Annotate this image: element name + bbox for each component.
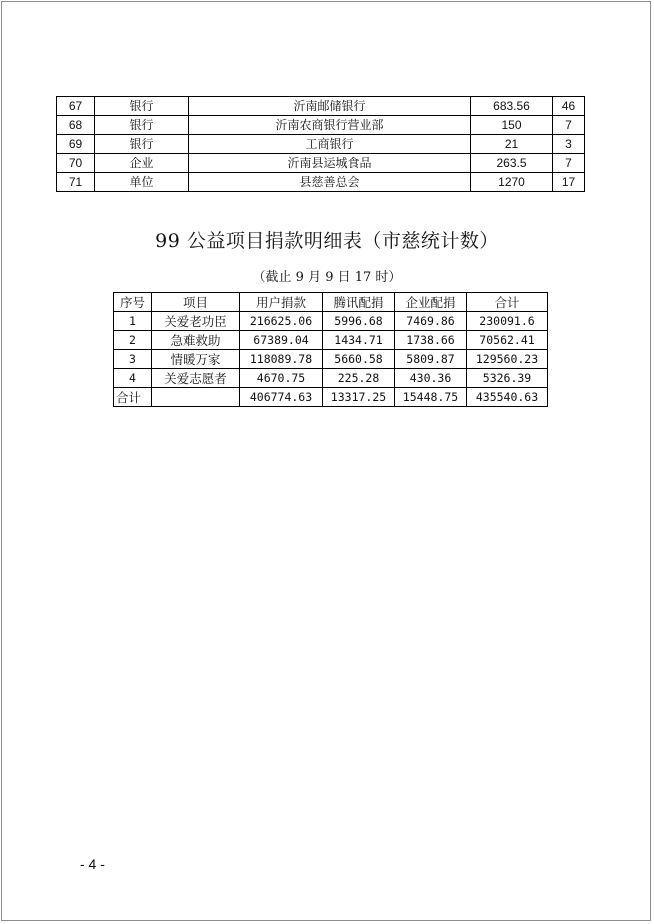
row-total: 230091.6 xyxy=(467,312,548,331)
table-row xyxy=(114,350,548,369)
table-row xyxy=(57,116,585,135)
user-donation: 4670.75 xyxy=(240,369,323,388)
donation-count: 7 xyxy=(553,116,585,135)
donor-name: 沂南农商银行营业部 xyxy=(189,116,471,135)
total-label: 合计 xyxy=(114,388,152,407)
donation-count: 17 xyxy=(553,173,585,192)
table-row xyxy=(114,312,548,331)
table-row xyxy=(57,173,585,192)
header-no: 序号 xyxy=(114,293,152,312)
page-number: - 4 - xyxy=(80,856,105,872)
table-row xyxy=(57,154,585,173)
total-tencent-match: 13317.25 xyxy=(323,388,395,407)
donation-amount: 150 xyxy=(471,116,553,135)
project-name: 急难救助 xyxy=(152,331,240,350)
table-row xyxy=(57,97,585,116)
donation-amount: 21 xyxy=(471,135,553,154)
donation-amount: 1270 xyxy=(471,173,553,192)
project-name: 关爱志愿者 xyxy=(152,369,240,388)
tencent-match: 1434.71 xyxy=(323,331,395,350)
tencent-match: 5996.68 xyxy=(323,312,395,331)
table-row xyxy=(114,369,548,388)
grand-total: 435540.63 xyxy=(467,388,548,407)
header-total: 合计 xyxy=(467,293,548,312)
project-detail-table xyxy=(113,292,548,407)
donor-type: 银行 xyxy=(95,135,189,154)
table-total-row xyxy=(114,388,548,407)
table-header-row xyxy=(114,293,548,312)
donation-amount: 683.56 xyxy=(471,97,553,116)
donor-name: 工商银行 xyxy=(189,135,471,154)
donation-count: 3 xyxy=(553,135,585,154)
total-user-donation: 406774.63 xyxy=(240,388,323,407)
tencent-match: 5660.58 xyxy=(323,350,395,369)
header-user-donation: 用户捐款 xyxy=(240,293,323,312)
row-number: 4 xyxy=(114,369,152,388)
donor-name: 沂南邮储银行 xyxy=(189,97,471,116)
page-title: 99 公益项目捐款明细表（市慈统计数） xyxy=(155,230,499,252)
total-project-empty xyxy=(152,388,240,407)
row-number: 71 xyxy=(57,173,95,192)
donor-type: 企业 xyxy=(95,154,189,173)
page-subtitle: （截止 9 月 9 日 17 时） xyxy=(252,270,402,285)
enterprise-match: 7469.86 xyxy=(395,312,467,331)
donor-list-table xyxy=(56,96,585,192)
enterprise-match: 430.36 xyxy=(395,369,467,388)
donor-name: 沂南县运城食品 xyxy=(189,154,471,173)
enterprise-match: 1738.66 xyxy=(395,331,467,350)
row-number: 70 xyxy=(57,154,95,173)
row-number: 3 xyxy=(114,350,152,369)
tencent-match: 225.28 xyxy=(323,369,395,388)
user-donation: 118089.78 xyxy=(240,350,323,369)
donor-name: 县慈善总会 xyxy=(189,173,471,192)
enterprise-match: 5809.87 xyxy=(395,350,467,369)
row-number: 2 xyxy=(114,331,152,350)
table-row xyxy=(114,331,548,350)
user-donation: 216625.06 xyxy=(240,312,323,331)
row-number: 67 xyxy=(57,97,95,116)
donor-type: 银行 xyxy=(95,97,189,116)
total-enterprise-match: 15448.75 xyxy=(395,388,467,407)
header-project: 项目 xyxy=(152,293,240,312)
donation-amount: 263.5 xyxy=(471,154,553,173)
table-row xyxy=(57,135,585,154)
row-number: 1 xyxy=(114,312,152,331)
row-number: 68 xyxy=(57,116,95,135)
project-name: 关爱老功臣 xyxy=(152,312,240,331)
row-total: 70562.41 xyxy=(467,331,548,350)
donation-count: 46 xyxy=(553,97,585,116)
donor-type: 单位 xyxy=(95,173,189,192)
row-total: 129560.23 xyxy=(467,350,548,369)
user-donation: 67389.04 xyxy=(240,331,323,350)
row-total: 5326.39 xyxy=(467,369,548,388)
project-name: 情暖万家 xyxy=(152,350,240,369)
header-enterprise-match: 企业配捐 xyxy=(395,293,467,312)
donation-count: 7 xyxy=(553,154,585,173)
row-number: 69 xyxy=(57,135,95,154)
header-tencent-match: 腾讯配捐 xyxy=(323,293,395,312)
donor-type: 银行 xyxy=(95,116,189,135)
